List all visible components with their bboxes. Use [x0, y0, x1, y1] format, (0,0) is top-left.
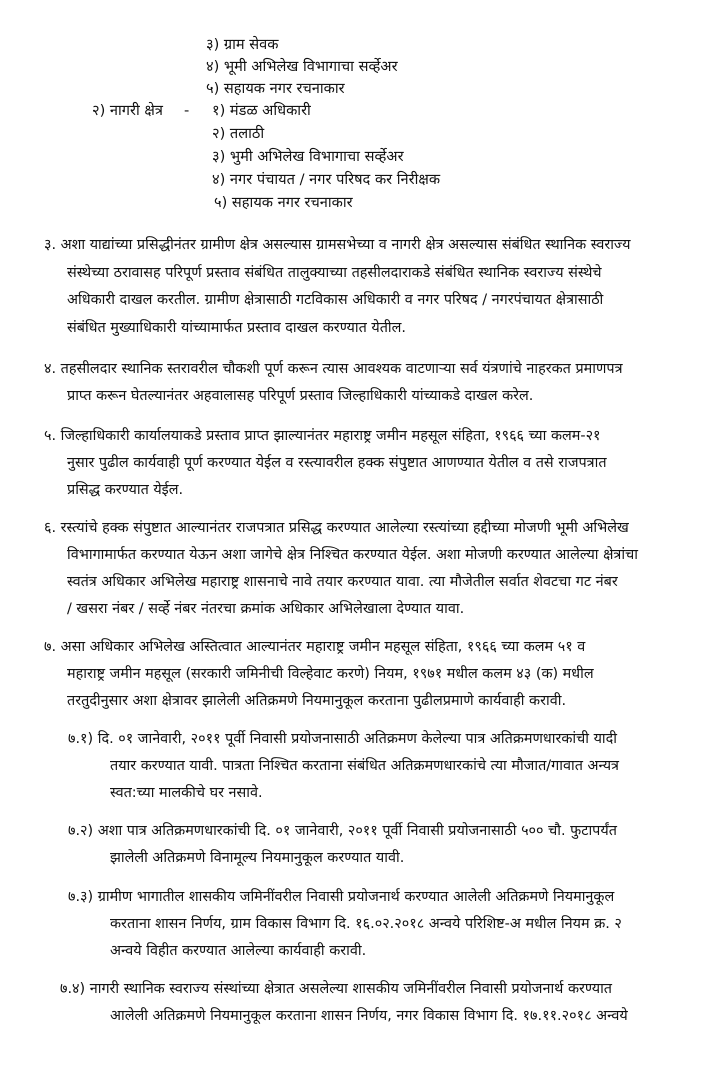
paragraph-line: स्वत:च्या मालकीचे घर नसावे. [110, 785, 263, 801]
paragraph-line: ७.१) दि. ०१ जानेवारी, २०११ पूर्वी निवासी प्रयोजनासाठी अतिक्रमण केलेल्या पात्र अतिक्रमणधारकांची यादी [68, 731, 618, 747]
rural-item: ५) सहायक नगर रचनाकार [206, 80, 345, 97]
paragraph-line: ६. रस्त्यांचे हक्क संपुष्टात आल्यानंतर राजपत्रात प्रसिद्ध करण्यात आलेल्या रस्त्यांच्या हद्दीच्या मोजणी भूमी अभिलेख [44, 520, 629, 536]
paragraph-line: प्राप्त करून घेतल्यानंतर अहवालासह परिपूर्ण प्रस्ताव जिल्हाधिकारी यांच्याकडे दाखल करेल. [67, 388, 534, 404]
paragraph-line: संबंधित मुख्याधिकारी यांच्यामार्फत प्रस्ताव दाखल करण्यात येतील. [67, 320, 406, 336]
rural-item: ४) भूमी अभिलेख विभागाचा सर्व्हेअर [206, 58, 398, 75]
paragraph-line: अन्वये विहीत करण्यात आलेल्या कार्यवाही करावी. [110, 943, 367, 959]
urban-area-dash: - [184, 102, 190, 119]
paragraph-line: स्वतंत्र अधिकार अभिलेख महाराष्ट्र शासनाचे नावे तयार करण्यात यावा. त्या मौजेतील सर्वात शेवटचा गट नंबर [67, 574, 618, 590]
paragraph-line: / खसरा नंबर / सर्व्हे नंबर नंतरचा क्रमांक अधिकार अभिलेखाला देण्यात यावा. [67, 601, 465, 617]
paragraph-line: ४. तहसीलदार स्थानिक स्तरावरील चौकशी पूर्ण करून त्यास आवश्यक वाटणाऱ्या सर्व यंत्रणांचे नाहरकत प्रमाणपत्र [44, 361, 623, 377]
paragraph-line: ३. अशा याद्यांच्या प्रसिद्धीनंतर ग्रामीण क्षेत्र असल्यास ग्रामसभेच्या व नागरी क्षेत्र असल्यास संबंधित स्थानिक स्वराज्य [44, 237, 631, 253]
rural-item: ३) ग्राम सेवक [206, 36, 279, 53]
paragraph-line: ७.३) ग्रामीण भागातील शासकीय जमिनींवरील निवासी प्रयोजनार्थ करण्यात आलेली अतिक्रमणे नियमानुकूल [68, 889, 615, 905]
paragraph-line: ७. असा अधिकार अभिलेख अस्तित्वात आल्यानंतर महाराष्ट्र जमीन महसूल संहिता, १९६६ च्या कलम ५१ व [44, 639, 586, 655]
paragraph-line: करताना शासन निर्णय, ग्राम विकास विभाग दि. १६.०२.२०१८ अन्वये परिशिष्ट-अ मधील नियम क्र. २ [110, 916, 622, 932]
urban-item: २) तलाठी [212, 125, 265, 142]
urban-item: ३) भुमी अभिलेख विभागाचा सर्व्हेअर [212, 148, 404, 165]
paragraph-line: संस्थेच्या ठरावासह परिपूर्ण प्रस्ताव संबंधित तालुक्याच्या तहसीलदाराकडे संबंधित स्थानिक स्वराज्य संस्थेचे [67, 265, 602, 281]
paragraph-line: महाराष्ट्र जमीन महसूल (सरकारी जमिनीची विल्हेवाट करणे) नियम, १९७१ मधील कलम ४३ (क) मधील [67, 666, 594, 682]
paragraph-line: ५. जिल्हाधिकारी कार्यालयाकडे प्रस्ताव प्राप्त झाल्यानंतर महाराष्ट्र जमीन महसूल संहिता, १९६६ च्या कलम-२१ [44, 428, 601, 444]
urban-item: १) मंडळ अधिकारी [212, 102, 311, 119]
paragraph-line: नुसार पुढील कार्यवाही पूर्ण करण्यात येईल व रस्त्यावरील हक्क संपुष्टात आणण्यात येतील व तसे राजपत्रात [67, 455, 607, 471]
paragraph-line: विभागामार्फत करण्यात येऊन अशा जागेचे क्षेत्र निश्चित करण्यात येईल. अशा मोजणी करण्यात आलेल्या क्षेत्रांचा [67, 547, 638, 563]
urban-item: ५) सहायक नगर रचनाकार [214, 194, 353, 211]
paragraph-line: प्रसिद्ध करण्यात येईल. [67, 482, 184, 498]
paragraph-line: ७.४) नागरी स्थानिक स्वराज्य संस्थांच्या क्षेत्रात असलेल्या शासकीय जमिनींवरील निवासी प्रयोजनार्थ करण्यात [60, 981, 613, 997]
paragraph-line: अधिकारी दाखल करतील. ग्रामीण क्षेत्रासाठी गटविकास अधिकारी व नगर परिषद / नगरपंचायत क्षेत्रासाठी [67, 292, 604, 308]
paragraph-line: ७.२) अशा पात्र अतिक्रमणधारकांची दि. ०१ जानेवारी, २०११ पूर्वी निवासी प्रयोजनासाठी ५०० चौ. फुटापर्यंत [68, 823, 617, 839]
paragraph-line: झालेली अतिक्रमणे विनामूल्य नियमानुकूल करण्यात यावी. [110, 850, 405, 866]
paragraph-line: तयार करण्यात यावी. पात्रता निश्चित करताना संबंधित अतिक्रमणधारकांचे त्या मौजात/गावात अन्यत्र [110, 758, 620, 774]
urban-area-label: २) नागरी क्षेत्र [92, 102, 163, 119]
urban-item: ४) नगर पंचायत / नगर परिषद कर निरीक्षक [212, 171, 441, 188]
paragraph-line: आलेली अतिक्रमणे नियमानुकूल करताना शासन निर्णय, नगर विकास विभाग दि. १७.११.२०१८ अन्वये [110, 1008, 628, 1024]
paragraph-line: तरतुदीनुसार अशा क्षेत्रावर झालेली अतिक्रमणे नियमानुकूल करताना पुढीलप्रमाणे कार्यवाही करावी. [67, 693, 567, 709]
